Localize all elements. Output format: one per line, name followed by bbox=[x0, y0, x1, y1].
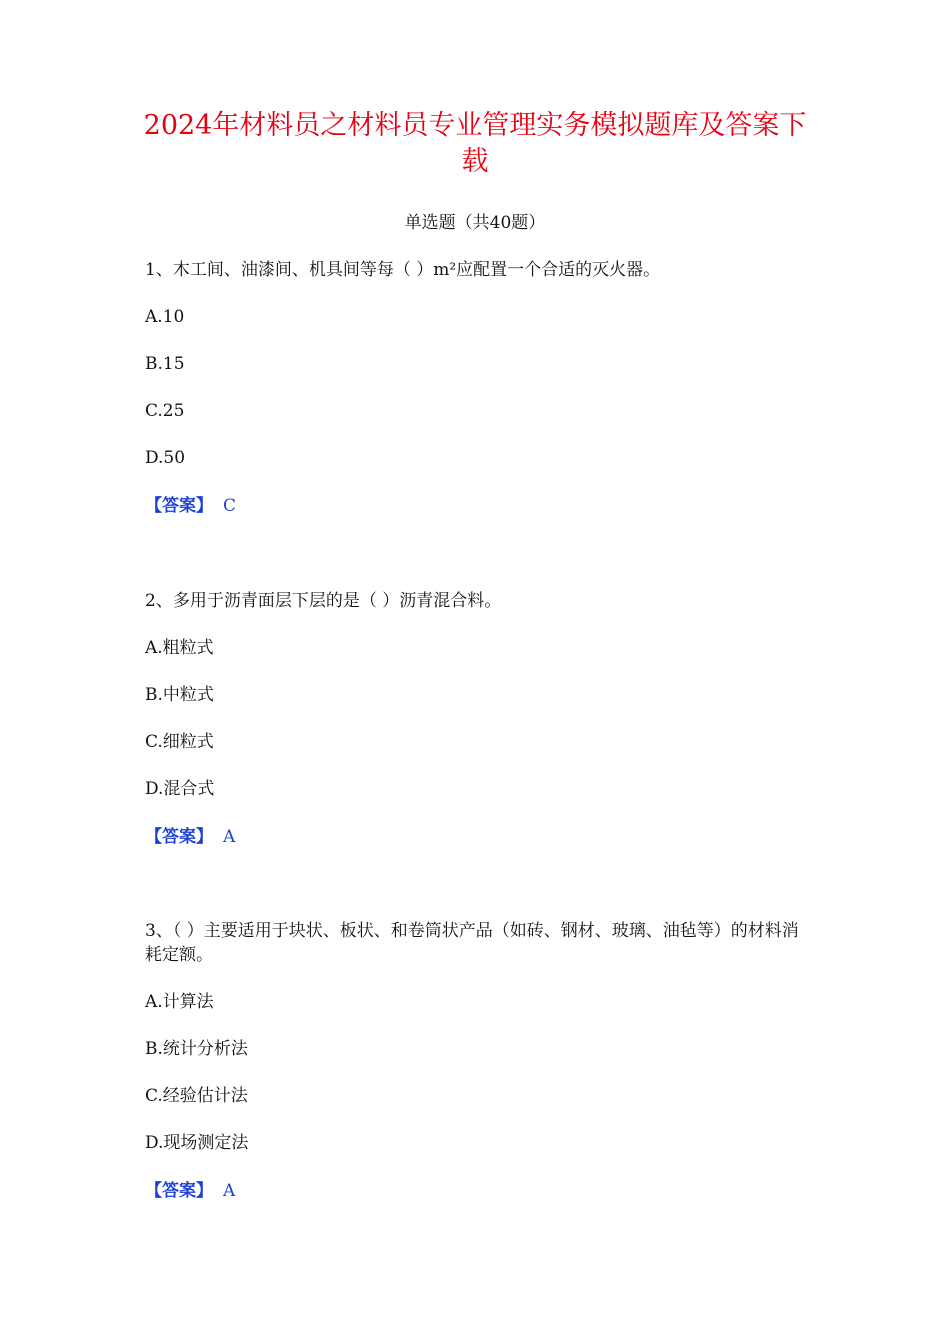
question-2 bbox=[145, 589, 805, 847]
question-1 bbox=[145, 258, 805, 516]
option-a: A.计算法 bbox=[145, 992, 214, 1012]
answer-value: A bbox=[223, 827, 236, 847]
answer-line bbox=[145, 494, 236, 518]
answer-line bbox=[145, 1179, 235, 1203]
option-d: D.50 bbox=[145, 448, 186, 468]
document-title: 2024年材料员之材料员专业管理实务模拟题库及答案下载 bbox=[143, 110, 807, 177]
option-c: C.经验估计法 bbox=[145, 1086, 248, 1106]
answer-value: C bbox=[223, 496, 237, 516]
option-c: C.25 bbox=[145, 401, 185, 421]
answer-line bbox=[145, 825, 235, 849]
option-a: A.10 bbox=[145, 307, 185, 327]
option-d: D.混合式 bbox=[145, 779, 215, 799]
option-b: B.统计分析法 bbox=[145, 1039, 248, 1059]
option-b: B.中粒式 bbox=[145, 685, 214, 705]
option-b: B.15 bbox=[145, 354, 185, 374]
option-a: A.粗粒式 bbox=[145, 638, 214, 658]
question-stem: 3、（ ）主要适用于块状、板状、和卷筒状产品（如砖、钢材、玻璃、油毡等）的材料消耗定额。 bbox=[145, 921, 799, 965]
question-3 bbox=[145, 919, 805, 1201]
question-stem: 2、多用于沥青面层下层的是（ ）沥青混合料。 bbox=[145, 591, 502, 611]
option-d: D.现场测定法 bbox=[145, 1133, 249, 1153]
answer-value: A bbox=[223, 1181, 236, 1201]
question-stem: 1、木工间、油漆间、机具间等每（ ）m²应配置一个合适的灭火器。 bbox=[145, 260, 661, 280]
answer-label: 【答案】 bbox=[145, 827, 213, 847]
section-heading: 单选题（共40题） bbox=[404, 213, 546, 233]
answer-label: 【答案】 bbox=[145, 496, 213, 516]
option-c: C.细粒式 bbox=[145, 732, 214, 752]
answer-label: 【答案】 bbox=[145, 1181, 213, 1201]
